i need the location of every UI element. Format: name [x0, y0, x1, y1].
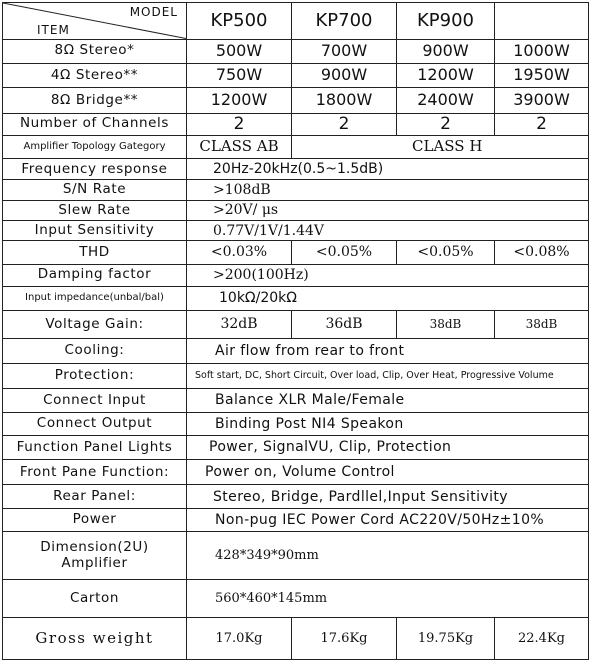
row-label: Carton — [3, 579, 187, 618]
value-cell: 17.6Kg — [292, 618, 397, 660]
row-label: S/N Rate — [3, 180, 187, 200]
damping-row — [3, 264, 589, 286]
value-cell: 1200W — [397, 63, 495, 87]
row-label: Cooling: — [3, 338, 187, 363]
value-cell: >20V/ μs — [187, 200, 589, 220]
value-cell: 560*460*145mm — [187, 579, 589, 618]
value-cell: Non-pug IEC Power Cord AC220V/50Hz±10% — [187, 508, 589, 531]
row-label: Front Pane Function: — [3, 460, 187, 485]
row-label: 4Ω Stereo** — [3, 63, 187, 87]
power-row-8ohm-bridge — [3, 88, 589, 113]
dimension-row — [3, 532, 589, 580]
value-cell: 2 — [397, 113, 495, 135]
panel-lights-row — [3, 435, 589, 459]
model-kp700: KP700 — [292, 3, 397, 40]
value-cell: 1950W — [495, 63, 589, 87]
row-label: Amplifier Topology Gategory — [3, 135, 187, 158]
value-cell: 1200W — [187, 88, 292, 113]
dimension-label-line2: Amplifier — [61, 555, 128, 572]
slew-row — [3, 200, 589, 220]
value-cell: 3900W — [495, 88, 589, 113]
value-cell: 900W — [397, 39, 495, 63]
row-label — [3, 532, 187, 580]
value-cell: 38dB — [495, 311, 589, 338]
value-cell: 2 — [495, 113, 589, 135]
value-cell: Stereo, Bridge, Pardllel,Input Sensitivity — [187, 485, 589, 508]
row-label: Gross weight — [3, 618, 187, 660]
model-empty — [495, 3, 589, 40]
dimension-label-line1: Dimension(2U) — [40, 539, 149, 556]
freq-row — [3, 159, 589, 180]
carton-row — [3, 579, 589, 618]
row-label: Connect Output — [3, 412, 187, 435]
value-cell: 32dB — [187, 311, 292, 338]
value-cell: 2 — [292, 113, 397, 135]
header-corner-cell — [3, 3, 187, 40]
value-cell: 900W — [292, 63, 397, 87]
channels-row — [3, 113, 589, 135]
gain-row — [3, 311, 589, 338]
value-cell: >108dB — [187, 180, 589, 200]
sensitivity-row — [3, 220, 589, 240]
spec-table — [2, 2, 589, 660]
topology-row — [3, 135, 589, 158]
row-label: Connect Input — [3, 389, 187, 412]
value-cell: 17.0Kg — [187, 618, 292, 660]
value-cell: 0.77V/1V/1.44V — [187, 220, 589, 240]
value-cell: <0.08% — [495, 241, 589, 264]
value-cell: Power, SignalVU, Clip, Protection — [187, 435, 589, 459]
value-cell: 36dB — [292, 311, 397, 338]
power-row-4ohm-stereo — [3, 63, 589, 87]
header-row — [3, 3, 589, 40]
value-cell: Power on, Volume Control — [187, 460, 589, 485]
sn-row — [3, 180, 589, 200]
model-kp900: KP900 — [397, 3, 495, 40]
row-label: Slew Rate — [3, 200, 187, 220]
impedance-row — [3, 286, 589, 310]
value-cell: 700W — [292, 39, 397, 63]
row-label: Input impedance(unbal/bal) — [3, 286, 187, 310]
value-cell: <0.05% — [397, 241, 495, 264]
model-kp500: KP500 — [187, 3, 292, 40]
value-cell: 500W — [187, 39, 292, 63]
value-cell: Balance XLR Male/Female — [187, 389, 589, 412]
value-cell: 10kΩ/20kΩ — [187, 286, 589, 310]
value-cell: <0.05% — [292, 241, 397, 264]
row-label: Frequency response — [3, 159, 187, 180]
value-cell: Soft start, DC, Short Circuit, Over load, Clip, Over Heat, Progressive Volume — [187, 363, 589, 388]
power-cord-row — [3, 508, 589, 531]
rear-panel-row — [3, 485, 589, 508]
row-label: Protection: — [3, 363, 187, 388]
value-cell: 22.4Kg — [495, 618, 589, 660]
connect-input-row — [3, 389, 589, 412]
value-cell: 38dB — [397, 311, 495, 338]
row-label: Voltage Gain: — [3, 311, 187, 338]
value-cell: Binding Post NI4 Speakon — [187, 412, 589, 435]
row-label: Power — [3, 508, 187, 531]
power-row-8ohm-stereo — [3, 39, 589, 63]
row-label: 8Ω Stereo* — [3, 39, 187, 63]
value-cell: 1800W — [292, 88, 397, 113]
value-cell: 2 — [187, 113, 292, 135]
value-cell: Air flow from rear to front — [187, 338, 589, 363]
value-cell: 2400W — [397, 88, 495, 113]
row-label: Function Panel Lights — [3, 435, 187, 459]
cooling-row — [3, 338, 589, 363]
protection-row — [3, 363, 589, 388]
front-panel-row — [3, 460, 589, 485]
connect-output-row — [3, 412, 589, 435]
row-label: Number of Channels — [3, 113, 187, 135]
value-cell: 750W — [187, 63, 292, 87]
value-cell: 428*349*90mm — [187, 532, 589, 580]
class-ab-cell: CLASS AB — [187, 135, 292, 158]
value-cell: 20Hz-20kHz(0.5~1.5dB) — [187, 159, 589, 180]
class-h-cell: CLASS H — [292, 135, 589, 158]
thd-row — [3, 241, 589, 264]
item-label: ITEM — [37, 22, 70, 37]
value-cell: 19.75Kg — [397, 618, 495, 660]
row-label: 8Ω Bridge** — [3, 88, 187, 113]
row-label: Input Sensitivity — [3, 220, 187, 240]
row-label: THD — [3, 241, 187, 264]
row-label: Rear Panel: — [3, 485, 187, 508]
value-cell: <0.03% — [187, 241, 292, 264]
model-label: MODEL — [129, 5, 178, 19]
value-cell: >200(100Hz) — [187, 264, 589, 286]
value-cell: 1000W — [495, 39, 589, 63]
weight-row — [3, 618, 589, 660]
row-label: Damping factor — [3, 264, 187, 286]
